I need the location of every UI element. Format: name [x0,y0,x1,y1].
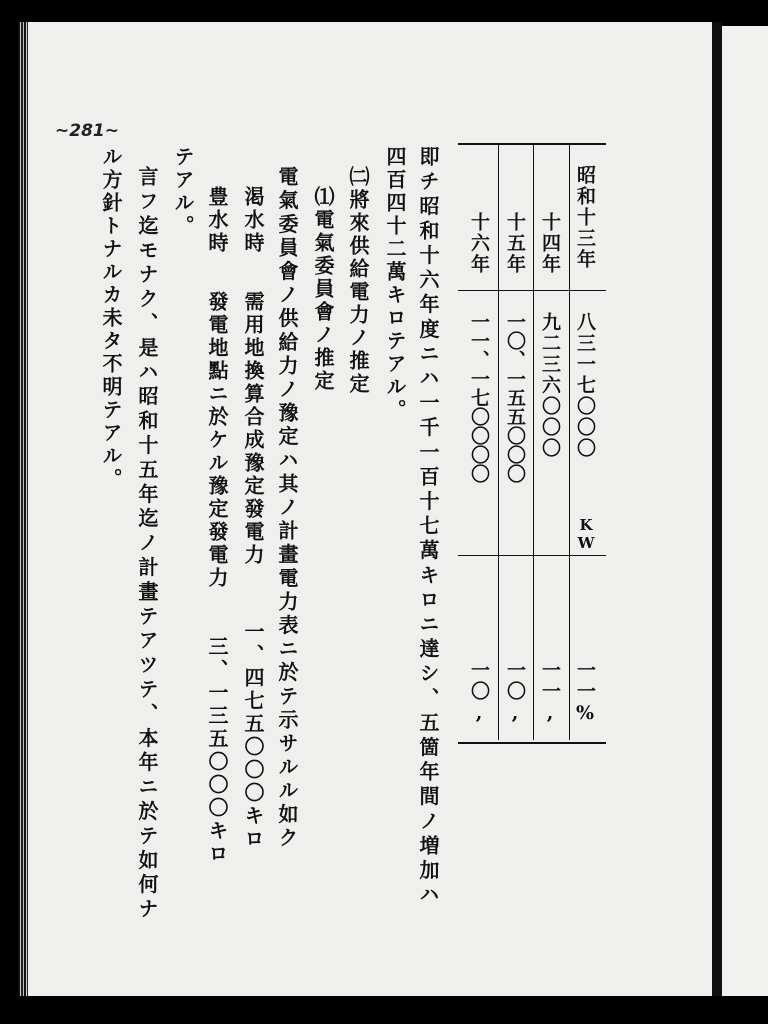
table-percent-cell: 一〇, [504,660,526,726]
table-rule-col [533,143,534,740]
table-power-cell: 八三一七〇〇〇 [574,312,596,459]
subsection-heading: ⑴電氣委員會ノ推定 [311,186,335,393]
scan-bottom-border [0,996,768,1024]
drought-value: 一、四七五〇〇〇キロ [241,621,265,851]
drought-label: 渇水時 [241,186,265,255]
flood-text: 發電地點ニ於ケル豫定發電力 [205,291,229,590]
section-heading: ㈡將來供給電力ノ推定 [346,166,370,396]
table-percent-cell: 一一% [574,660,596,726]
table-power-cell: 一一、一七〇〇〇〇 [468,312,490,483]
table-rule-col [569,143,570,740]
handwritten-page-number: ~281~ [55,121,119,141]
table-power-cell: 九二三六〇〇〇 [539,312,561,459]
scan-top-border [0,0,768,24]
flood-value: 三、一三五〇〇〇キロ [205,636,229,866]
table-year-cell: 十六年 [468,212,490,275]
body-text-line: 電氣委員會ノ供給力ノ豫定ハ其ノ計畫電力表ニ於テ示サルル如ク [275,166,299,851]
table-year-cell: 昭和十三年 [574,165,596,270]
book-binding [712,22,722,996]
table-rule-percent [458,555,606,556]
body-text-line: 四百四十二萬キロテアル。 [383,146,407,422]
adjacent-page [722,26,768,996]
table-year-cell: 十五年 [504,212,526,275]
body-text-line: 言フ迄モナク、是ハ昭和十五年迄ノ計畫テアツテ、本年ニ於テ如何ナ [135,166,159,923]
table-percent-cell: 一一, [539,660,561,726]
table-rule-col [498,143,499,740]
table-year-cell: 十四年 [539,212,561,275]
page-edge-stack [18,22,28,996]
table-unit-cell: KW [577,516,595,552]
body-text-line: 即チ昭和十六年度ニハ一千一百十七萬キロニ達シ、五箇年間ノ増加ハ [416,146,440,909]
body-text-line: ル方針トナルカ未タ不明テアル。 [99,146,123,491]
body-text-line: テアル。 [171,146,195,238]
table-power-cell: 一〇、一五五〇〇〇 [504,312,526,483]
table-percent-cell: 一〇, [468,660,490,726]
table-rule-header [458,290,606,291]
drought-text: 需用地換算合成豫定發電力 [241,291,265,567]
flood-label: 豊水時 [205,186,229,255]
